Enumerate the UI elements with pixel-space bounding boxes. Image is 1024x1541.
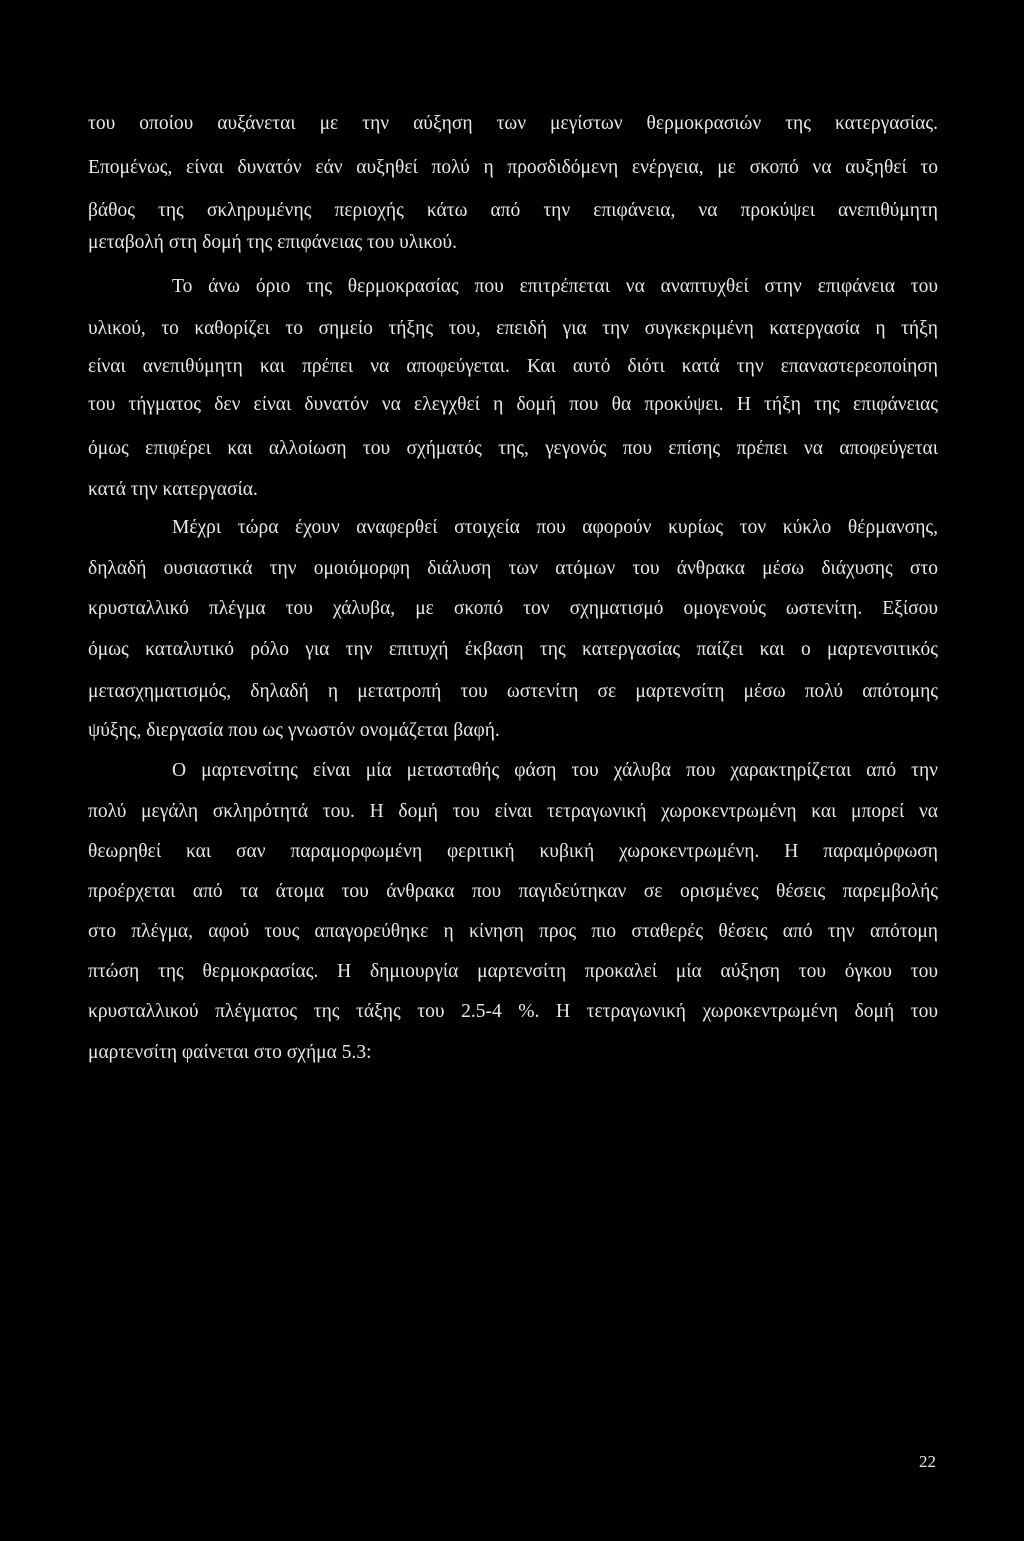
text-line: όμως καταλυτικό ρόλο για την επιτυχή έκβαση της κατεργασίας παίζει και ο μαρτενσιτικός — [88, 639, 938, 660]
text-line: μεταβολή στη δομή της επιφάνειας του υλικού. — [88, 232, 457, 253]
text-line: δηλαδή ουσιαστικά την ομοιόμορφη διάλυση των ατόμων του άνθρακα μέσω διάχυσης στο — [88, 558, 938, 579]
text-line: πτώση της θερμοκρασίας. Η δημιουργία μαρτενσίτη προκαλεί μία αύξηση του όγκου του — [88, 961, 938, 982]
text-line: κρυσταλλικού πλέγματος της τάξης του 2.5-4 %. Η τετραγωνική χωροκεντρωμένη δομή του — [88, 1001, 938, 1022]
text-line: είναι ανεπιθύμητη και πρέπει να αποφεύγεται. Και αυτό διότι κατά την επαναστερεοποίηση — [88, 356, 938, 377]
text-line: όμως επιφέρει και αλλοίωση του σχήματός της, γεγονός που επίσης πρέπει να αποφεύγεται — [88, 438, 938, 459]
text-line: κατά την κατεργασία. — [88, 479, 258, 500]
text-line: Επομένως, είναι δυνατόν εάν αυξηθεί πολύ η προσδιδόμενη ενέργεια, με σκοπό να αυξηθεί το — [88, 157, 938, 178]
text-line: Μέχρι τώρα έχουν αναφερθεί στοιχεία που αφορούν κυρίως τον κύκλο θέρμανσης, — [172, 517, 938, 538]
text-line: στο πλέγμα, αφού τους απαγορεύθηκε η κίνηση προς πιο σταθερές θέσεις από την απότομη — [88, 921, 938, 942]
text-line: κρυσταλλικό πλέγμα του χάλυβα, με σκοπό τον σχηματισμό ομογενούς ωστενίτη. Εξίσου — [88, 598, 938, 619]
text-line: του οποίου αυξάνεται με την αύξηση των μεγίστων θερμοκρασιών της κατεργασίας. — [88, 113, 938, 134]
text-line: πολύ μεγάλη σκληρότητά του. Η δομή του είναι τετραγωνική χωροκεντρωμένη και μπορεί να — [88, 801, 938, 822]
text-line: μαρτενσίτη φαίνεται στο σχήμα 5.3: — [88, 1042, 372, 1063]
text-line: θεωρηθεί και σαν παραμορφωμένη φεριτική κυβική χωροκεντρωμένη. Η παραμόρφωση — [88, 841, 938, 862]
text-line: υλικού, το καθορίζει το σημείο τήξης του, επειδή για την συγκεκριμένη κατεργασία η τήξη — [88, 318, 938, 339]
text-line: μετασχηματισμός, δηλαδή η μετατροπή του ωστενίτη σε μαρτενσίτη μέσω πολύ απότομης — [88, 681, 938, 702]
text-line: του τήγματος δεν είναι δυνατόν να ελεγχθεί η δομή που θα προκύψει. Η τήξη της επιφάνειας — [88, 394, 938, 415]
text-line: προέρχεται από τα άτομα του άνθρακα που παγιδεύτηκαν σε ορισμένες θέσεις παρεμβολής — [88, 881, 938, 902]
text-line: Το άνω όριο της θερμοκρασίας που επιτρέπεται να αναπτυχθεί στην επιφάνεια του — [172, 276, 938, 297]
text-line: ψύξης, διεργασία που ως γνωστόν ονομάζεται βαφή. — [88, 720, 500, 741]
text-line: Ο μαρτενσίτης είναι μία μετασταθής φάση του χάλυβα που χαρακτηρίζεται από την — [172, 760, 938, 781]
page-number: 22 — [919, 1452, 936, 1471]
text-line: βάθος της σκληρυμένης περιοχής κάτω από την επιφάνεια, να προκύψει ανεπιθύμητη — [88, 200, 938, 221]
